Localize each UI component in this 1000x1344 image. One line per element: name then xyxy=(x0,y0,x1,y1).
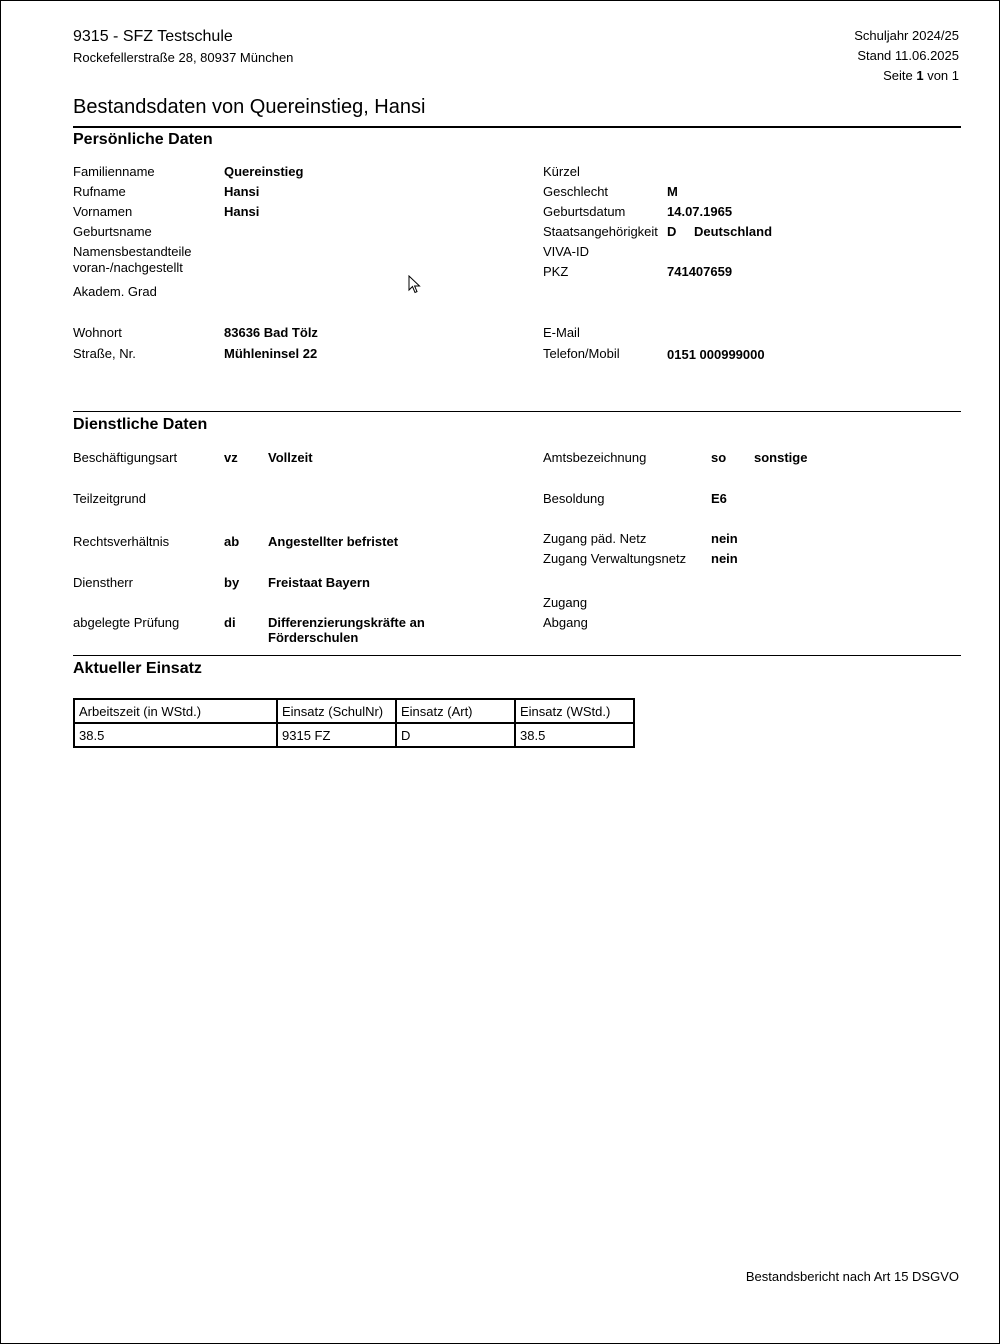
seite-von: von 1 xyxy=(927,68,959,83)
stand-date: Stand 11.06.2025 xyxy=(857,48,959,63)
amtsbezeichnung-code: so xyxy=(711,450,727,465)
vornamen-value: Hansi xyxy=(224,204,260,219)
pruefung-code: di xyxy=(224,615,236,630)
footer-note: Bestandsbericht nach Art 15 DSGVO xyxy=(745,1269,959,1284)
school-address: Rockefellerstraße 28, 80937 München xyxy=(73,50,294,65)
email-label: E-Mail xyxy=(543,325,580,340)
namensbestandteile-label-1: Namensbestandteile xyxy=(73,244,192,259)
dienstherr-value: Freistaat Bayern xyxy=(268,575,370,590)
dienstherr-label: Dienstherr xyxy=(73,575,133,590)
abgang-label: Abgang xyxy=(543,615,588,630)
pkz-label: PKZ xyxy=(543,264,569,279)
staat-label: Staatsangehörigkeit xyxy=(543,224,658,239)
table-header-cell: Einsatz (SchulNr) xyxy=(277,699,396,723)
page-number xyxy=(883,68,959,83)
page-title: Bestandsdaten von Quereinstieg, Hansi xyxy=(73,96,426,118)
geschlecht-value: M xyxy=(667,184,678,199)
strasse-label: Straße, Nr. xyxy=(73,346,136,361)
geschlecht-label: Geschlecht xyxy=(543,184,609,199)
familienname-label: Familienname xyxy=(73,164,155,179)
telefon-label: Telefon/Mobil xyxy=(543,346,620,361)
table-header-cell: Einsatz (Art) xyxy=(396,699,515,723)
section-dienstlich: Dienstliche Daten xyxy=(73,416,208,433)
table-header-cell: Arbeitszeit (in WStd.) xyxy=(74,699,277,723)
besoldung-value: E6 xyxy=(711,491,727,506)
table-cell: 38.5 xyxy=(74,723,277,747)
table-cell: 38.5 xyxy=(515,723,634,747)
schuljahr: Schuljahr 2024/25 xyxy=(854,28,959,43)
kuerzel-label: Kürzel xyxy=(543,164,580,179)
wohnort-value: 83636 Bad Tölz xyxy=(224,325,318,340)
table-header-row xyxy=(74,699,634,723)
vornamen-label: Vornamen xyxy=(73,204,133,219)
amtsbezeichnung-label: Amtsbezeichnung xyxy=(543,450,647,465)
dienstherr-code: by xyxy=(224,575,240,590)
beschaeftigungsart-value: Vollzeit xyxy=(268,450,313,465)
viva-id-label: VIVA-ID xyxy=(543,244,589,259)
pkz-value: 741407659 xyxy=(667,264,733,279)
teilzeitgrund-label: Teilzeitgrund xyxy=(73,491,146,506)
table-row xyxy=(74,723,634,747)
section-persoenlich: Persönliche Daten xyxy=(73,131,213,148)
pruefung-value-2: Förderschulen xyxy=(268,630,359,645)
staat-code: D xyxy=(667,224,677,239)
rechtsverhaeltnis-label: Rechtsverhältnis xyxy=(73,534,170,549)
paed-netz-value: nein xyxy=(711,531,738,546)
seite-label: Seite xyxy=(883,68,913,83)
amtsbezeichnung-value: sonstige xyxy=(754,450,808,465)
table-header-cell: Einsatz (WStd.) xyxy=(515,699,634,723)
section-divider-dienstlich xyxy=(73,411,961,412)
geburtsdatum-value: 14.07.1965 xyxy=(667,204,733,219)
seite-num: 1 xyxy=(916,68,924,83)
beschaeftigungsart-code: vz xyxy=(224,450,238,465)
pruefung-value-1: Differenzierungskräfte an xyxy=(268,615,425,630)
namensbestandteile-label-2: voran-/nachgestellt xyxy=(73,260,183,275)
section-divider-einsatz xyxy=(73,655,961,656)
verwaltungsnetz-value: nein xyxy=(711,551,738,566)
title-rule xyxy=(73,126,961,128)
geburtsname-label: Geburtsname xyxy=(73,224,152,239)
staat-name: Deutschland xyxy=(694,224,773,239)
zugang-label: Zugang xyxy=(543,595,588,610)
school-name: 9315 - SFZ Testschule xyxy=(73,28,233,45)
beschaeftigungsart-label: Beschäftigungsart xyxy=(73,450,178,465)
section-einsatz: Aktueller Einsatz xyxy=(73,660,202,677)
table-cell: D xyxy=(396,723,515,747)
familienname-value: Quereinstieg xyxy=(224,164,304,179)
table-cell: 9315 FZ xyxy=(277,723,396,747)
strasse-value: Mühleninsel 22 xyxy=(224,346,318,361)
rechtsverhaeltnis-value: Angestellter befristet xyxy=(268,534,399,549)
akadem-grad-label: Akadem. Grad xyxy=(73,284,157,299)
mouse-cursor-icon xyxy=(408,275,422,295)
besoldung-label: Besoldung xyxy=(543,491,605,506)
einsatz-table xyxy=(73,698,635,748)
wohnort-label: Wohnort xyxy=(73,325,122,340)
geburtsdatum-label: Geburtsdatum xyxy=(543,204,626,219)
rechtsverhaeltnis-code: ab xyxy=(224,534,240,549)
verwaltungsnetz-label: Zugang Verwaltungsnetz xyxy=(543,551,687,566)
pruefung-label: abgelegte Prüfung xyxy=(73,615,180,630)
telefon-value: 0151 000999000 xyxy=(667,347,765,362)
paed-netz-label: Zugang päd. Netz xyxy=(543,531,647,546)
rufname-value: Hansi xyxy=(224,184,260,199)
rufname-label: Rufname xyxy=(73,184,126,199)
